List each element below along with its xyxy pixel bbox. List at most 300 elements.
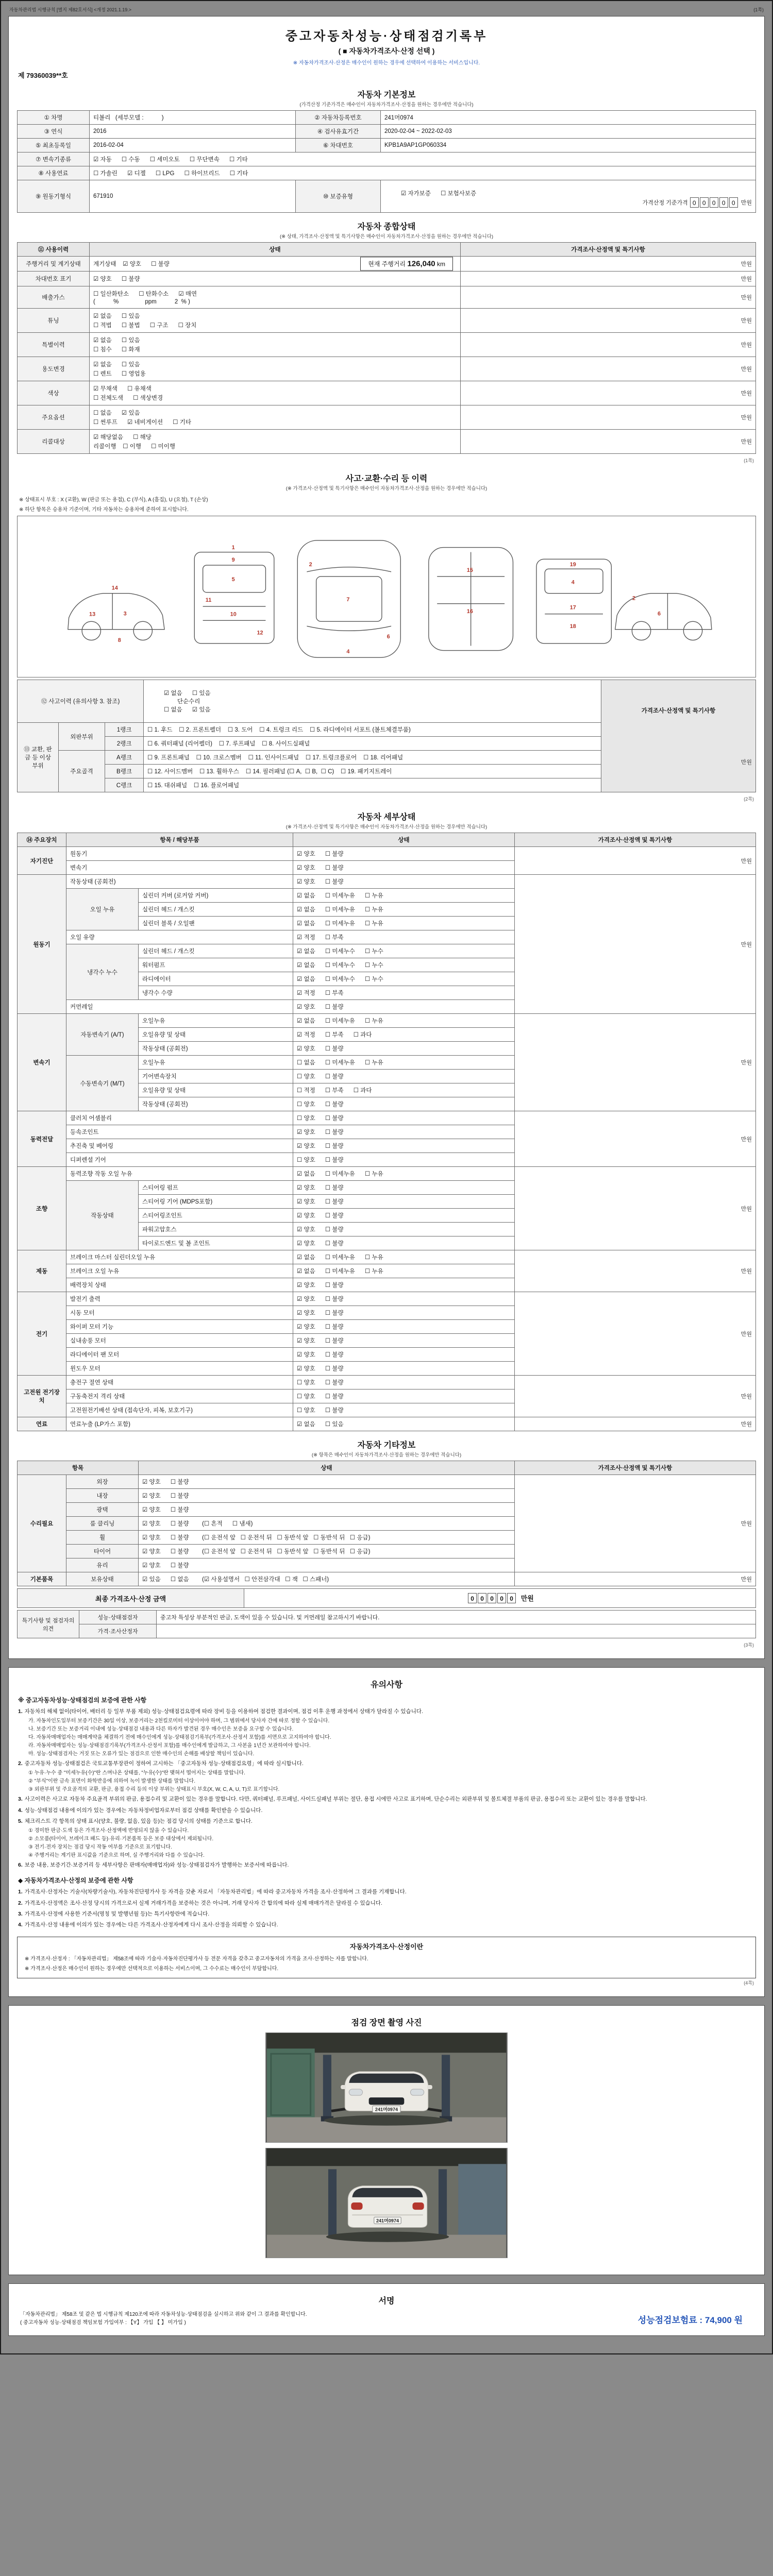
overall-row: [18, 309, 756, 333]
notice-item: [17, 1909, 756, 1920]
item-name: 스티어링조인트: [139, 1209, 293, 1223]
notice-subitem: 가. 자동차인도일부터 보증기간은 30일 이상, 보증거리는 2천킬로미터 이상이어야 하며, 그 범위에서 당사자 간에 따로 정할 수 있습니다.: [28, 1718, 330, 1724]
diagram-part-number: 4: [346, 649, 350, 655]
price-unit: 만원: [741, 1421, 752, 1428]
current-mileage-value: 126,040: [407, 259, 435, 268]
overall-row: [18, 333, 756, 357]
item-name: 실내송풍 모터: [66, 1334, 293, 1348]
final-amount-cell: [244, 1589, 756, 1608]
main-frame-label: 주요골격: [59, 751, 105, 792]
diagram-part-number: 6: [658, 611, 661, 617]
detail-row: [18, 1417, 756, 1431]
basic-section-note: (가격산정 기준가격은 매수인이 자동차가격조사·산정을 원하는 경우에만 적습니다): [299, 102, 474, 108]
diagram-part-number: 19: [569, 561, 576, 568]
fuel-label: ⑧ 사용연료: [18, 166, 90, 180]
other-group-name: 수리필요: [18, 1475, 66, 1572]
price-unit: 만원: [741, 1521, 752, 1527]
usage-state-cell: [90, 286, 461, 309]
sheet-signature: [8, 2283, 765, 2336]
item-name: 발전기 출력: [66, 1292, 293, 1306]
notice-item: [17, 1794, 756, 1805]
reg-no-value: 241머0974: [381, 111, 756, 125]
checkbox-options: ☐ 적법 ☐ 불법 ☐ 구조 ☐ 장치: [93, 323, 197, 329]
accident-section-title: 사고·교환·수리 등 이력: [345, 474, 428, 483]
item-name: 브레이크 마스터 실린더오일 누유: [66, 1250, 293, 1264]
state-options: ☑ 양호 ☐ 불량: [293, 1236, 515, 1250]
engine-type-label: ⑨ 원동기형식: [18, 180, 90, 213]
notice-subitem: ④ 주행거리는 계기판 표시값을 기준으로 하며, 실 주행거리와 다를 수 있습니다.: [28, 1853, 205, 1859]
notice-price-list: [17, 1887, 756, 1930]
license-plate-front: 241머0974: [375, 2107, 398, 2112]
transmission-label: ⑦ 변속기종류: [18, 152, 90, 166]
page-mark-3: (3쪽): [744, 1642, 754, 1648]
detail-col-device: ⑭ 주요장치: [18, 833, 66, 847]
notice-item: [17, 1860, 756, 1871]
price-cell: [515, 1475, 756, 1572]
state-options: ☑ 양호 ☐ 불량: [293, 1320, 515, 1334]
overall-col-usage: ⑪ 사용이력: [18, 243, 90, 257]
exchange-area-label: ⑬ 교환, 판금 등 이상 부위: [18, 723, 59, 792]
notice-text: 자동차의 해체 없이(타이어, 배터리 등 일부 부품 제외) 성능·상태점검요령에 따라 장비 등을 이용하여 점검한 결과이며, 점검 이후 운행 과정에서 상태가 달라질 수 있습니다.: [24, 1708, 423, 1715]
diagram-part-number: 18: [569, 623, 576, 630]
photos-area: [17, 2028, 756, 2267]
price-definition-title: 자동차가격조사·산정이란: [349, 1943, 424, 1951]
price-digit: 0: [478, 1593, 486, 1603]
usage-item-label: 차대번호 표기: [18, 272, 90, 286]
appraiser-label: 가격·조사산정자: [79, 1624, 157, 1638]
current-mileage-unit: km: [435, 260, 445, 268]
price-cell: [461, 381, 756, 405]
usage-state-cell: [90, 381, 461, 405]
price-digit: 0: [700, 197, 709, 208]
state-options: ☑ 양호 ☐ 불량 (☐ 흔적 ☐ 냄새): [139, 1517, 515, 1531]
state-options: ☑ 양호 ☐ 불량: [293, 847, 515, 861]
item-name: 고전원전기배선 상태 (접속단자, 피복, 보호기구): [66, 1403, 293, 1417]
other-col-state: 상태: [139, 1461, 515, 1475]
inspector-label: 성능·상태점검자: [79, 1611, 157, 1624]
notice-subitem: ② "부식"이란 금속 표면이 화학반응에 의하여 녹이 발생한 상태를 말합니다.: [28, 1778, 195, 1785]
notice-text: 가격조사·산정액은 조사·산정 당시의 가격으로서 실제 거래가격을 보증하는 것은 아니며, 거래 당사자 간 합의에 따라 실제 매매가격은 달라질 수 있습니다.: [24, 1900, 382, 1906]
state-options: ☑ 양호 ☐ 불량: [293, 1000, 515, 1014]
notice-subitem: 다. 자동차매매업자는 매매계약을 체결하기 전에 매수인에게 성능·상태점검기록부(가격조사·산정서 포함)를 서면으로 고지하여야 합니다.: [28, 1735, 331, 1741]
state-options: ☑ 적정 ☐ 부족: [293, 986, 515, 1000]
price-cell: [515, 1572, 756, 1586]
diagram-part-number: 17: [569, 604, 576, 611]
item-name: 실린더 블록 / 오일팬: [139, 917, 293, 930]
rank-a-label: A랭크: [105, 751, 144, 765]
state-options: ☑ 적정 ☐ 부족 ☐ 과다: [293, 1028, 515, 1042]
base-price-label: 가격산정 기준가격: [642, 200, 688, 206]
usage-item-label: 주행거리 및 계기상태: [18, 257, 90, 272]
other-col-item: 항목: [18, 1461, 139, 1475]
device-name: 동력전달: [18, 1111, 66, 1167]
price-digit: 0: [488, 1593, 496, 1603]
notice-number: 5.: [18, 1818, 23, 1824]
detail-col-item: 항목 / 해당부품: [66, 833, 293, 847]
diagram-part-number: 2: [632, 595, 636, 602]
detail-body: [18, 847, 756, 1431]
notice-number: 3.: [18, 1910, 23, 1917]
overall-table: [17, 242, 756, 454]
detail-row: [18, 875, 756, 889]
notice-subitem: ③ 전기·전자 장치는 점검 당시 작동 여부를 기준으로 표기합니다.: [28, 1844, 172, 1851]
price-unit: 만원: [741, 941, 752, 948]
notice-price-head: ◆ 자동차가격조사·산정의 보증에 관한 사항: [18, 1877, 133, 1885]
accident-price-cell: [601, 680, 756, 792]
notice-item: [17, 1816, 756, 1827]
inspection-photo-rear: [265, 2148, 508, 2258]
base-price-unit: 만원: [741, 200, 752, 206]
simple-repair-label: 단순수리: [177, 699, 200, 705]
checkbox-options: ☑ 양호 ☐ 불량: [93, 276, 140, 282]
notice-item: [17, 1758, 756, 1769]
overall-row: [18, 272, 756, 286]
state-options: ☑ 적정 ☐ 부족: [293, 930, 515, 944]
state-options: ☑ 없음 ☐ 미세누유 ☐ 누유: [293, 917, 515, 930]
state-options: ☑ 양호 ☐ 불량: [293, 1292, 515, 1306]
model-year-value: 2016: [90, 125, 296, 139]
state-options: ☑ 있음 ☐ 없음 (☑ 사용설명서 ☐ 안전삼각대 ☐ 잭 ☐ 스패너): [139, 1572, 515, 1586]
other-item-label: 내장: [66, 1489, 139, 1503]
overall-row: [18, 357, 756, 381]
category-name: 냉각수 누수: [66, 944, 139, 1000]
notice-subitem: 라. 자동차매매업자는 성능·상태점검기록부(가격조사·산정서 포함)를 매수인에게 발급하고, 그 사본을 1년간 보관하여야 합니다.: [28, 1743, 311, 1749]
price-cell: [461, 430, 756, 454]
usage-state-cell: [90, 405, 461, 430]
transmission-options: ☑ 자동 ☐ 수동 ☐ 세미오토 ☐ 무단변속 ☐ 기타: [90, 152, 756, 166]
checkbox-options: ☑ 없음 ☐ 있음: [93, 313, 140, 319]
reg-no-label: ② 자동차등록번호: [296, 111, 381, 125]
warranty-type-options: ☑ 자가보증 ☐ 보험사보증: [400, 191, 477, 197]
price-select-note: ※ 자동차가격조사·산정은 매수인이 원하는 경우에 선택하여 이용하는 서비스입니다.: [293, 60, 480, 66]
usage-item-label: 배출가스: [18, 286, 90, 309]
diagram-part-number: 9: [231, 556, 235, 563]
diagram-part-number: 4: [571, 579, 575, 586]
price-cell: [515, 1111, 756, 1167]
usage-state-cell: [90, 257, 461, 272]
device-name: 제동: [18, 1250, 66, 1292]
notice-text: 사고이력은 사고로 자동차 주요골격 부위의 판금, 용접수리 및 교환이 있는 경우를 말합니다. 다만, 쿼터패널, 루프패널, 사이드실패널 부위는 절단, 용접 시에만 사고로 표기하며, 단순수리는 외판부위 및 볼트체결 부품의 판금, 용접수리 또는 교환이 있는 경우를 말합니다.: [24, 1796, 647, 1803]
accident-history-options: ☑ 없음 ☐ 있음: [163, 690, 211, 697]
item-name: 냉각수 수량: [139, 986, 293, 1000]
notice-item: [17, 1805, 756, 1816]
signature-box: [17, 2307, 756, 2328]
passenger-basis-legend: ※ 하단 항목은 승용차 기준이며, 기타 자동차는 승용차에 준하여 표시합니다.: [19, 507, 189, 513]
other-row: [18, 1475, 756, 1489]
price-cell: [515, 1014, 756, 1111]
state-options: ☑ 양호 ☐ 불량: [139, 1489, 515, 1503]
detail-row: [18, 1376, 756, 1389]
notice-subitem: 마. 성능·상태점검자는 거짓 또는 오류가 있는 점검으로 인한 매수인의 손해를 배상할 책임이 있습니다.: [28, 1751, 255, 1757]
item-name: 연료누출 (LP가스 포함): [66, 1417, 293, 1431]
notice-text: 체크리스트 각 항목의 상태 표시(양호, 불량, 없음, 있음 등)는 점검 당시의 상태를 기준으로 합니다.: [24, 1818, 253, 1824]
price-unit: 만원: [741, 1577, 752, 1583]
other-item-label: 유리: [66, 1558, 139, 1572]
state-options: ☐ 양호 ☐ 불량: [293, 1389, 515, 1403]
price-cell: [515, 1167, 756, 1250]
category-name: 작동상태: [66, 1181, 139, 1250]
category-name: 오일 누유: [66, 889, 139, 930]
checkbox-options: ☐ 일산화탄소 ☐ 탄화수소 ☑ 매연: [93, 291, 197, 297]
state-options: ☑ 양호 ☐ 불량: [139, 1503, 515, 1517]
rank-1-items: ☐ 1. 후드 ☐ 2. 프론트펠더 ☐ 3. 도어 ☐ 4. 트렁크 리드 ☐ 5. 라디에이터 서포트 (볼트체결부품): [144, 723, 601, 737]
category-name: 수동변속기 (M/T): [66, 1056, 139, 1111]
state-options: ☑ 양호 ☐ 불량: [293, 1042, 515, 1056]
item-name: 오일누유: [139, 1014, 293, 1028]
device-name: 조향: [18, 1167, 66, 1250]
price-unit: 만원: [741, 439, 752, 445]
price-digit: 0: [710, 197, 718, 208]
page-mark-top: (1쪽): [753, 7, 764, 12]
diagram-part-number: 10: [230, 611, 237, 618]
state-options: ☑ 양호 ☐ 불량: [293, 1195, 515, 1209]
pricedef-line: ※ 가격조사·산정은 매수인이 원하는 경우에만 선택적으로 이용하는 서비스이며, 그 수수료는 매수인이 부담합니다.: [25, 1966, 279, 1972]
price-cell: [515, 847, 756, 875]
detail-table: [17, 833, 756, 1431]
other-col-price: 가격조사·산정액 및 특기사항: [515, 1461, 756, 1475]
price-digit: 0: [729, 197, 738, 208]
rank-1-label: 1랭크: [105, 723, 144, 737]
usage-item-label: 튜닝: [18, 309, 90, 333]
state-options: ☑ 양호 ☐ 불량: [293, 1223, 515, 1236]
diagram-part-number: 3: [123, 611, 127, 617]
final-amount-unit: 만원: [520, 1595, 534, 1602]
state-options: ☑ 없음 ☐ 있음: [293, 1417, 515, 1431]
price-digit: 0: [690, 197, 699, 208]
notice-text: 중고자동차 성능·상태점검은 국토교통부장관이 정하여 고시하는 「중고자동차 성능·상태점검요령」에 따라 실시합니다.: [24, 1760, 304, 1767]
warranty-type-cell: [381, 180, 756, 213]
notice-title: 유의사항: [371, 1681, 402, 1689]
fuel-options: ☐ 가솔린 ☑ 디젤 ☐ LPG ☐ 하이브리드 ☐ 기타: [90, 166, 756, 180]
outer-panel-label: 외판부위: [59, 723, 105, 751]
checkbox-options: ☐ 썬루프 ☑ 네비게이션 ☐ 기타: [93, 419, 191, 426]
price-cell: [461, 272, 756, 286]
item-name: 와이퍼 모터 기능: [66, 1320, 293, 1334]
other-row: [18, 1572, 756, 1586]
notice-number: 6.: [18, 1862, 23, 1869]
item-name: 실린더 커버 (로커암 커버): [139, 889, 293, 903]
other-section-title: 자동차 기타정보: [357, 1441, 416, 1450]
item-name: 오일유량 및 상태: [139, 1083, 293, 1097]
item-name: 충전구 절연 상태: [66, 1376, 293, 1389]
diagram-part-number: 13: [89, 611, 96, 618]
notice-number: 1.: [18, 1889, 23, 1895]
diagram-part-number: 14: [111, 585, 118, 591]
price-unit: 만원: [741, 366, 752, 372]
checkbox-options: ☐ 침수 ☐ 화재: [93, 347, 140, 353]
price-unit: 만원: [741, 415, 752, 421]
notice-subitem: ② 소모품(타이어, 브레이크 패드 등)·유리·기본품목 등은 보증 대상에서 제외됩니다.: [28, 1836, 214, 1842]
state-options: ☑ 양호 ☐ 불량: [293, 1139, 515, 1153]
item-name: 시동 모터: [66, 1306, 293, 1320]
state-options: ☑ 없음 ☐ 미세누유 ☐ 누유: [293, 1014, 515, 1028]
final-amount-table: [17, 1588, 756, 1608]
price-unit: 만원: [741, 858, 752, 865]
license-plate-rear: 241머0974: [376, 2218, 399, 2224]
page-mark-2: (2쪽): [744, 796, 754, 802]
diagram-part-number: 16: [466, 608, 473, 615]
inspection-premium: 성능점검보험료 : 74,900 원: [637, 2315, 743, 2325]
warranty-type-label: ⑩ 보증유형: [296, 180, 381, 213]
document-title: 중고자동차성능·상태점검기록부: [285, 29, 488, 43]
state-options: ☑ 없음 ☐ 미세누유 ☐ 누유: [293, 1250, 515, 1264]
item-name: 파워고압호스: [139, 1223, 293, 1236]
price-cell: [515, 1292, 756, 1376]
item-name: 윈도우 모터: [66, 1362, 293, 1376]
current-mileage-label: 현재 주행거리: [368, 260, 408, 268]
state-options: ☑ 없음 ☐ 미세누유 ☐ 누유: [293, 903, 515, 917]
state-options: ☐ 양호 ☐ 불량: [293, 1403, 515, 1417]
price-unit: 만원: [741, 261, 752, 267]
device-name: 변속기: [18, 1014, 66, 1111]
base-price-digits: [690, 197, 739, 208]
price-cell: [461, 333, 756, 357]
notice-item: [17, 1887, 756, 1897]
item-name: 클러치 어셈블리: [66, 1111, 293, 1125]
state-options: ☑ 양호 ☐ 불량: [139, 1558, 515, 1572]
usage-state-cell: [90, 309, 461, 333]
detail-col-state: 상태: [293, 833, 515, 847]
category-name: 자동변속기 (A/T): [66, 1014, 139, 1056]
price-cell: [515, 1376, 756, 1417]
state-options: ☑ 양호 ☐ 불량 (☐ 운전석 앞 ☐ 운전석 뒤 ☐ 동반석 앞 ☐ 동반석 뒤 ☐ 응급): [139, 1531, 515, 1545]
overall-row: [18, 405, 756, 430]
checkbox-options: ☑ 무채색 ☐ 유채색: [93, 386, 152, 392]
price-unit: 만원: [741, 276, 752, 282]
other-body: [18, 1475, 756, 1586]
usage-item-label: 색상: [18, 381, 90, 405]
state-options: ☑ 양호 ☐ 불량: [293, 1306, 515, 1320]
checkbox-options: ( % ppm 2 % ): [93, 299, 190, 305]
checkbox-options: ☑ 해당없음 ☐ 해당: [93, 434, 152, 440]
accident-section-note: (※ 가격조사·산정액 및 특기사항은 매수인이 자동차가격조사·산정을 원하는 경우에만 적습니다): [285, 486, 488, 492]
overall-row: [18, 286, 756, 309]
item-name: 동력조향 작동 오일 누유: [66, 1167, 293, 1181]
price-unit: 만원: [741, 1394, 752, 1400]
rank-a-items: ☐ 9. 프론트패널 ☐ 10. 크로스멤버 ☐ 11. 인사이드패널 ☐ 17. 트렁크플로어 ☐ 18. 리어패널: [144, 751, 601, 765]
other-item-label: 광택: [66, 1503, 139, 1517]
usage-item-label: 용도변경: [18, 357, 90, 381]
inspection-period-label: ④ 검사유효기간: [296, 125, 381, 139]
item-name: 실린더 헤드 / 개스킷: [139, 903, 293, 917]
notice-number: 4.: [18, 1807, 23, 1814]
price-unit: 만원: [741, 1060, 752, 1066]
price-unit: 만원: [741, 1206, 752, 1212]
other-item-label: 보유상태: [66, 1572, 139, 1586]
car-name-value: 티볼리 (세부모델 : ): [90, 111, 296, 125]
price-unit: 만원: [741, 318, 752, 324]
inspection-photo-front: [265, 2032, 508, 2143]
price-unit: 만원: [741, 342, 752, 348]
item-name: 기어변속장치: [139, 1070, 293, 1083]
notice-subitem: ③ 외판부위 및 주요골격의 교환, 판금, 용접 수리 등의 이상 부위는 상태표시 부호(X, W, C, A, U, T)로 표기합니다.: [28, 1787, 280, 1793]
price-unit: 만원: [741, 391, 752, 397]
state-options: ☑ 양호 ☐ 불량: [293, 1181, 515, 1195]
device-name: 고전원 전기장치: [18, 1376, 66, 1417]
appraiser-opinion: [157, 1624, 756, 1638]
notice-number: 4.: [18, 1921, 23, 1928]
state-options: ☑ 양호 ☐ 불량: [293, 1209, 515, 1223]
detail-row: [18, 1292, 756, 1306]
car-name-label: ① 차명: [18, 111, 90, 125]
state-code-legend: ※ 상태표시 부호 : X (교환), W (판금 또는 용접), C (부식), A (흠집), U (요철), T (손상): [19, 497, 208, 503]
state-options: ☑ 양호 ☐ 불량: [293, 875, 515, 889]
usage-state-cell: [90, 272, 461, 286]
state-options: ☑ 양호 ☐ 불량: [293, 861, 515, 875]
detail-row: [18, 1014, 756, 1028]
state-options: ☑ 양호 ☐ 불량: [293, 1348, 515, 1362]
usage-item-label: 리콜대상: [18, 430, 90, 454]
inspection-period-value: 2020-02-04 ~ 2022-02-03: [381, 125, 756, 139]
state-options: ☑ 양호 ☐ 불량 (☐ 운전석 앞 ☐ 운전석 뒤 ☐ 동반석 앞 ☐ 동반석 뒤 ☐ 응급): [139, 1545, 515, 1558]
overall-row: [18, 257, 756, 272]
other-table: [17, 1461, 756, 1586]
law-reference: 자동차관리법 시행규칙 [별지 제82호서식] <개정 2021.1.19.>: [9, 7, 132, 12]
notice-subitem: 나. 보증기간 또는 보증거리 이내에 성능·상태점검 내용과 다른 하자가 발견된 경우 매수인은 보증을 요구할 수 있습니다.: [28, 1726, 294, 1733]
checkbox-options: ☑ 없음 ☐ 있음: [93, 362, 140, 368]
notice-number: 2.: [18, 1760, 23, 1767]
state-options: ☐ 양호 ☐ 불량: [293, 1097, 515, 1111]
price-unit: 만원: [741, 1331, 752, 1337]
device-name: 자기진단: [18, 847, 66, 875]
overall-col-state: 상태: [90, 243, 461, 257]
detail-row: [18, 1250, 756, 1264]
price-digit: 0: [497, 1593, 506, 1603]
item-name: 작동상태 (공회전): [66, 875, 293, 889]
page-mark-4: (4쪽): [744, 1980, 754, 1986]
item-name: 오일유량 및 상태: [139, 1028, 293, 1042]
state-options: ☑ 양호 ☐ 불량: [293, 1125, 515, 1139]
pricedef-line: ※ 가격조사·산정자 : 「자동차관리법」 제58조에 따라 기술사·자동차진단평가사 등 전문 자격을 갖추고 중고자동차의 가격을 조사·산정하는 자를 말합니다.: [25, 1956, 368, 1962]
checkbox-options: ☑ 없음 ☐ 있음: [93, 337, 140, 344]
rank-2-label: 2랭크: [105, 737, 144, 751]
price-unit: 만원: [741, 1136, 752, 1143]
item-name: 라디에이터 팬 모터: [66, 1348, 293, 1362]
detail-row: [18, 1111, 756, 1125]
other-item-label: 휠: [66, 1531, 139, 1545]
document-subtitle: ( ■ 자동차가격조사·산정 선택 ): [338, 47, 435, 55]
sheet-notice: [8, 1667, 765, 1997]
rank-2-items: ☐ 6. 쿼터패널 (리어펠더) ☐ 7. 루프패널 ☐ 8. 사이드실패널: [144, 737, 601, 751]
rank-c-items: ☐ 15. 대쉬패널 ☐ 16. 플로어패널: [144, 778, 601, 792]
item-name: 실린더 헤드 / 개스킷: [139, 944, 293, 958]
signature-title: 서명: [378, 2297, 395, 2306]
item-name: 오일 유량: [66, 930, 293, 944]
signature-statements: [20, 2311, 307, 2327]
accident-history-label: ⑫ 사고이력 (유의사항 3. 참조): [18, 680, 144, 723]
price-cell: [461, 309, 756, 333]
item-name: 디퍼렌셜 기어: [66, 1153, 293, 1167]
diagram-part-number: 15: [466, 567, 473, 573]
car-diagram: [20, 519, 753, 674]
car-diagram-box: [17, 516, 756, 677]
overall-body: [18, 257, 756, 454]
price-digit: 0: [719, 197, 728, 208]
device-name: 연료: [18, 1417, 66, 1431]
checkbox-options: ☐ 없음 ☑ 있음: [93, 410, 140, 416]
model-year-label: ③ 연식: [18, 125, 90, 139]
price-cell: [461, 357, 756, 381]
state-options: ☐ 없음 ☐ 미세누유 ☐ 누유: [293, 1056, 515, 1070]
item-name: 브레이크 오일 누유: [66, 1264, 293, 1278]
checkbox-options: 계기상태 ☑ 양호 ☐ 불량: [93, 261, 170, 267]
page-mark-1: (1쪽): [744, 458, 754, 463]
rank-c-label: C랭크: [105, 778, 144, 792]
overall-section-title: 자동차 종합상태: [357, 223, 416, 231]
vin-value: KPB1A9AP1GP060334: [381, 139, 756, 152]
remarks-table: [17, 1610, 756, 1638]
detail-row: [18, 847, 756, 861]
